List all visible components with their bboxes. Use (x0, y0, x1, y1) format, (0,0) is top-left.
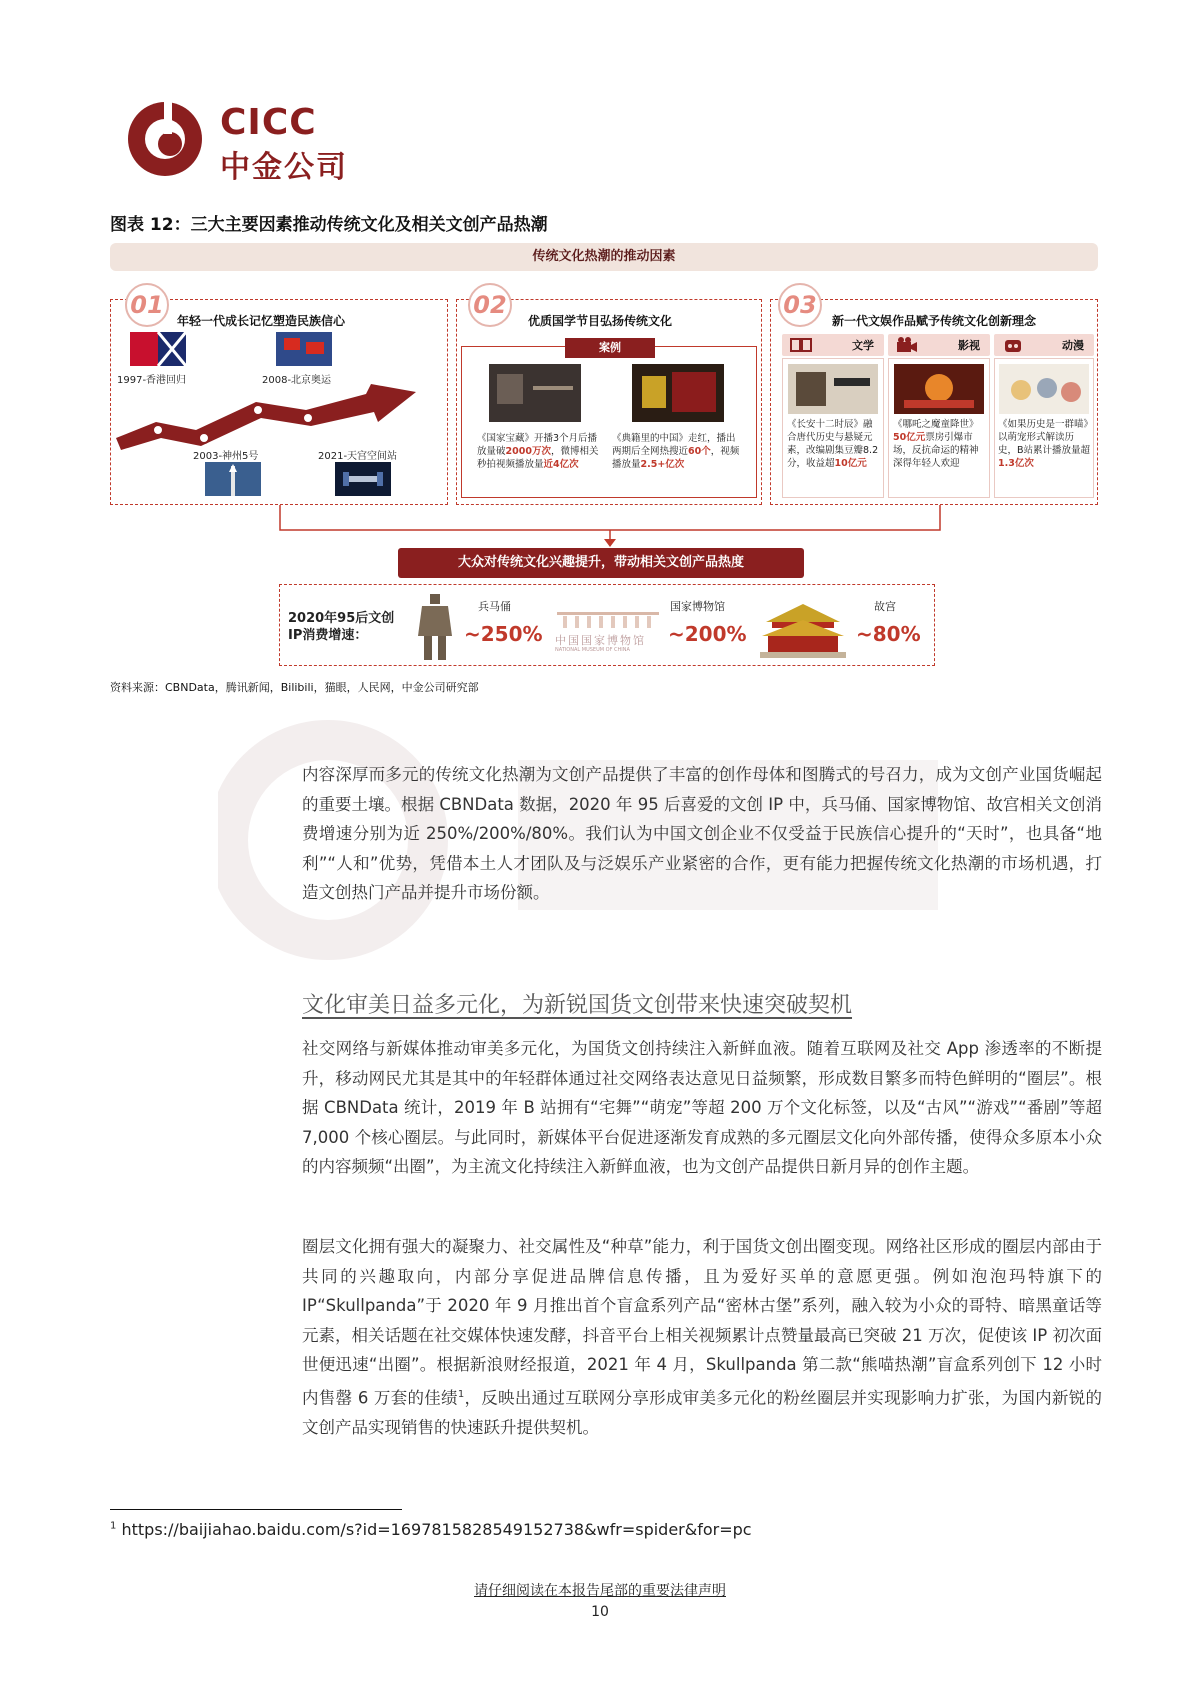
footnote-rule (110, 1509, 402, 1510)
museum-logo-en: NATIONAL MUSEUM OF CHINA (555, 647, 630, 653)
book-icon (790, 337, 812, 353)
beijing-olympics-image (276, 332, 332, 366)
event-1997-label: 1997-香港回归 (117, 375, 187, 386)
hong-kong-flags-image (130, 332, 186, 366)
panel2-title: 优质国学节目弘扬传统文化 (528, 314, 673, 328)
footnote-ref[interactable]: 1 (457, 1388, 465, 1400)
event-2008-label: 2008-北京奥运 (262, 375, 332, 386)
panel1-number: 01 (125, 283, 169, 327)
panel3-number: 03 (778, 283, 822, 327)
national-museum-building-icon (553, 608, 663, 630)
timeline-arrow (116, 380, 426, 450)
logo-brand-en: CICC (220, 102, 317, 143)
space-station-image (335, 462, 391, 496)
case-classics-text: 《典籍里的中国》走红，播出两期后全网热搜近60个，视频播放量2.5+亿次 (612, 433, 740, 470)
film-card-text: 《哪吒之魔童降世》50亿元票房引爆市场，反抗命运的精神深得年轻人欢迎 (893, 419, 979, 469)
case-label: 案例 (565, 338, 655, 358)
changan-drama-image (788, 364, 878, 414)
event-2021-label: 2021-天宫空间站 (318, 451, 398, 462)
classics-china-show-image (632, 364, 724, 422)
paragraph-1: 内容深厚而多元的传统文化热潮为文创产品提供了丰富的创作母体和图腾式的号召力，成为文创产业国货崛起的重要土壤。根据 CBNData 数据，2020 年 95 后喜爱的文创 IP 中，兵马俑、国家博物馆、故宫相关文创消费增速分别为近 250%/200%/80%。我们认为中国文创企业不仅受益于民族信心提升的“天时”，也具备“地利”“人和”优势，凭借本土人才团队及与泛娱乐产业紧密的合作，更有能力把握传统文化热潮的市场机遇，打造文创热门产品并提升市场份额。 (302, 765, 1102, 902)
national-treasure-show-image (489, 364, 581, 422)
category-film: 影视 (888, 334, 990, 356)
paragraph-2: 社交网络与新媒体推动审美多元化，为国货文创持续注入新鲜血液。随着互联网及社交 App 渗透率的不断提升，移动网民尤其是其中的年轻群体通过社交网络表达意见日益频繁，形成数目繁多而特色鲜明的“圈层”。根据 CBNData 统计，2019 年 B 站拥有“宅舞”“萌宠”等超 200 万个文化标签，以及“古风”“游戏”“番剧”等超 7,000 个核心圈层。与此同时，新媒体平台促进逐渐发育成熟的多元圈层文化向外部传播，使得众多原本小众的内容频频“出圈”，为主流文化持续注入新鲜血液，也为文创产品提供日新月异的创作主题。 (302, 1039, 1102, 1176)
robot-icon (1002, 337, 1024, 353)
panel1-title: 年轻一代成长记忆塑造民族信心 (177, 314, 346, 328)
item-palace-value: ~80% (856, 622, 921, 646)
item-museum-name: 国家博物馆 (670, 600, 725, 613)
film-camera-icon (896, 337, 918, 353)
page-number: 10 (591, 1604, 609, 1620)
cat-history-anime-image (999, 364, 1089, 414)
section-heading: 文化审美日益多元化，为新锐国货文创带来快速突破契机 (302, 993, 853, 1018)
museum-logo-cn: 中国国家博物馆 (555, 634, 646, 647)
conclusion-bar: 大众对传统文化兴趣提升，带动相关文创产品热度 (398, 548, 804, 578)
figure-source: 资料来源：CBNData，腾讯新闻，Bilibili，猫眼，人民网，中金公司研究部 (110, 681, 479, 694)
figure-banner: 传统文化热潮的推动因素 (110, 243, 1098, 271)
animation-card-text: 《如果历史是一群喵》以萌宠形式解读历史，B站累计播放量超1.3亿次 (998, 419, 1091, 469)
cicc-logo-icon (126, 100, 204, 178)
category-animation: 动漫 (994, 334, 1094, 356)
event-2003-label: 2003-神州5号 (193, 451, 259, 462)
category-literature: 文学 (782, 334, 884, 356)
case-national-treasure-text: 《国家宝藏》开播3个月后播放量破2000万次，微博相关秒拍视频播放量近4亿次 (477, 433, 599, 470)
logo-brand-cn: 中金公司 (220, 150, 348, 185)
paragraph-3: 圈层文化拥有强大的凝聚力、社交属性及“种草”能力，利于国货文创出圈变现。网络社区形成的圈层内部由于共同的兴趣取向，内部分享促进品牌信息传播，且为爱好买单的意愿更强。例如泡泡玛特旗下的 IP“Skullpanda”于 2020 年 9 月推出首个盲盒系列产品“密林古堡”系列，融入较为小众的哥特、暗黑童话等元素，相关话题在社交媒体快速发酵，抖音平台上相关视频累计点赞量最高已突破 21 万次，促使该 IP 初次面世便迅速“出圈”。根据新浪财经报道，2021 年 4 月，Skullpanda 第二款“熊喵热潮”盲盒系列创下 12 小时内售罄 6 万套的佳绩$^1$，反映出通过互联网分享形成审美多元化的粉丝圈层并实现影响力扩张，为国内新锐的文创产品实现销售的快速跃升提供契机。 (302, 1237, 1102, 1437)
shenzhou-rocket-image (205, 462, 261, 496)
forbidden-city-image (760, 596, 846, 658)
footnote-url[interactable]: https://baijiahao.baidu.com/s?id=1697815828549152738&wfr=spider&for=pc (121, 1520, 752, 1539)
growth-lead: 2020年95后文创IP消费增速： (288, 611, 395, 643)
literature-card-text: 《长安十二时辰》融合唐代历史与悬疑元素，改编剧集豆瓣8.2分，收益超10亿元 (787, 419, 879, 469)
figure-title: 图表 12：三大主要因素推动传统文化及相关文创产品热潮 (110, 215, 548, 235)
nezha-film-image (894, 364, 984, 414)
item-terracotta-value: ~250% (464, 622, 543, 646)
item-terracotta-name: 兵马俑 (478, 600, 511, 613)
panel3-title: 新一代文娱作品赋予传统文化创新理念 (832, 314, 1037, 328)
item-palace-name: 故宫 (874, 600, 896, 613)
footer-legal-notice[interactable]: 请仔细阅读在本报告尾部的重要法律声明 (474, 1583, 726, 1599)
panel2-number: 02 (468, 283, 512, 327)
footnote: $^1$ https://baijiahao.baidu.com/s?id=1697815828549152738&wfr=spider&for=pc (110, 1520, 752, 1539)
item-museum-value: ~200% (668, 622, 747, 646)
terracotta-warrior-image (410, 590, 458, 662)
